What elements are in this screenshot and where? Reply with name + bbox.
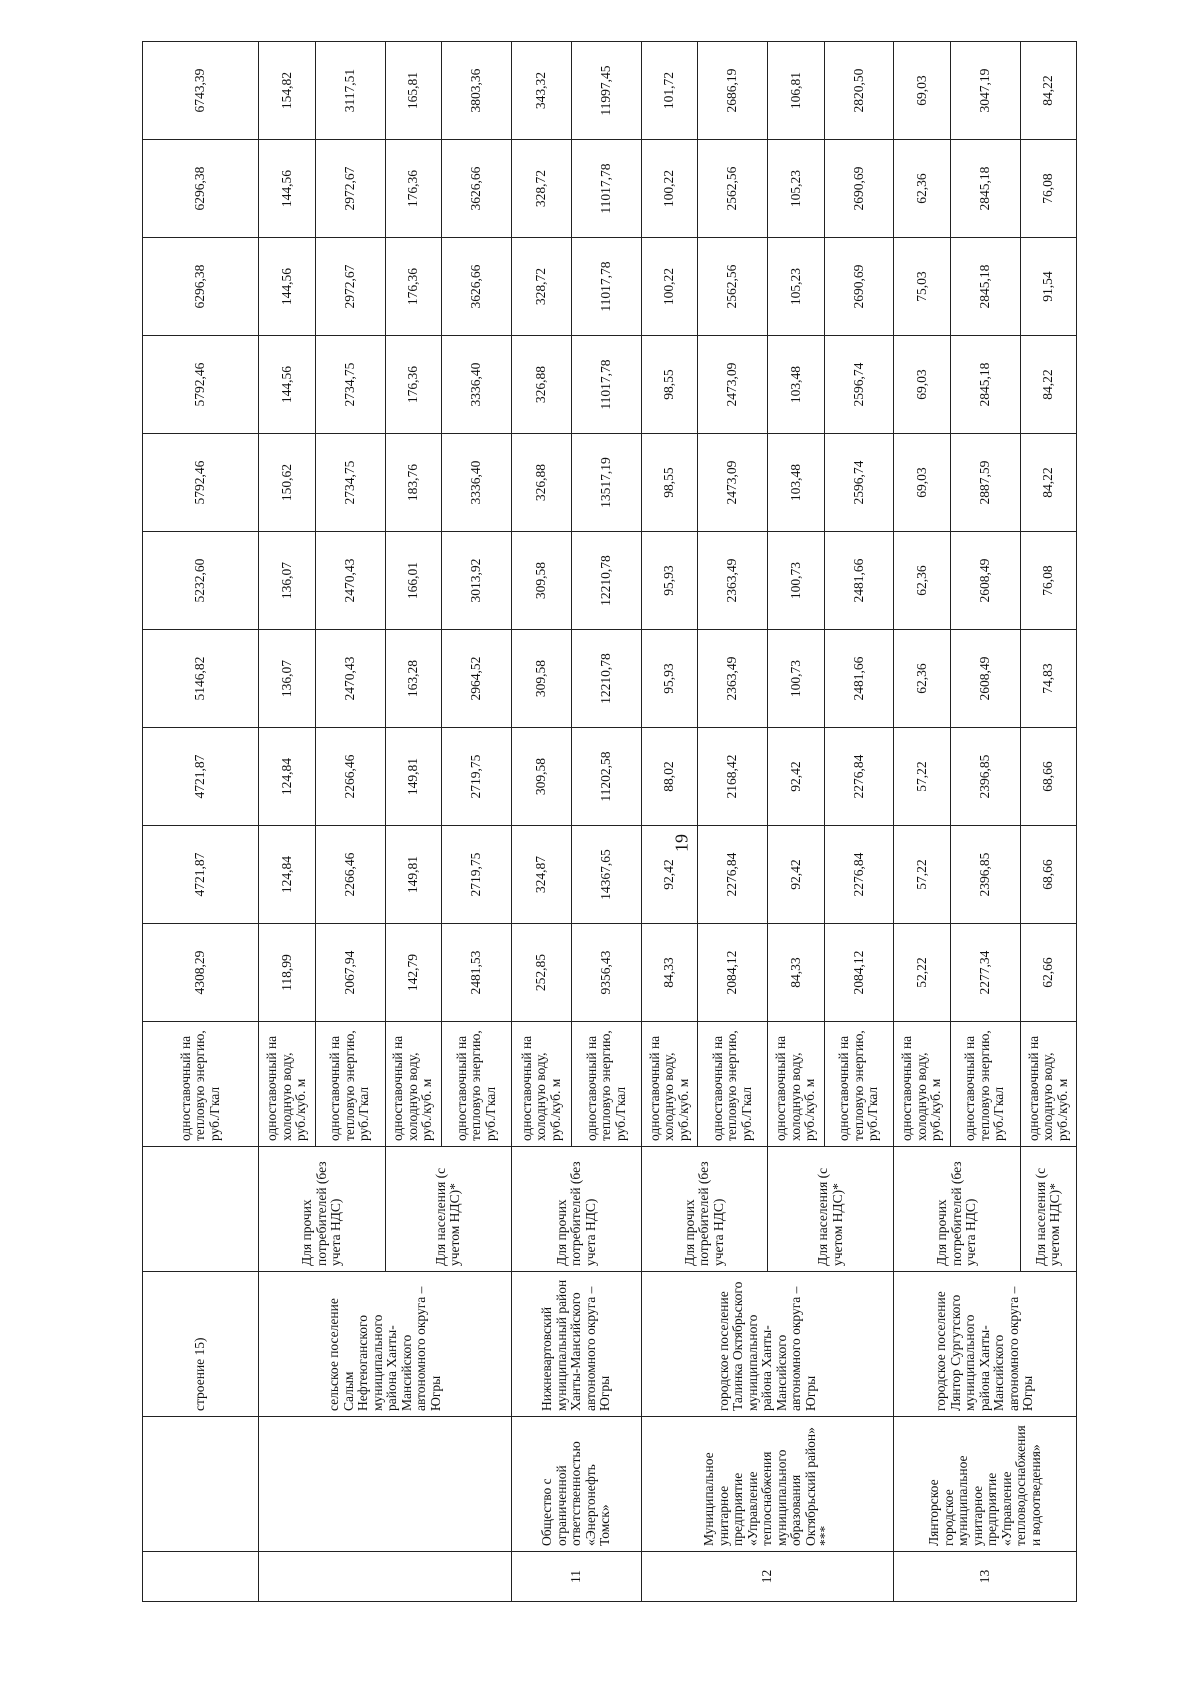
value-cell: 118,99 (259, 924, 315, 1022)
value-cell: 3336,40 (441, 336, 511, 434)
value-cell: 2562,56 (698, 140, 768, 238)
territory-cell: строение 15) (143, 1272, 259, 1417)
row-number: 13 (894, 1552, 1077, 1602)
table-row (511, 42, 571, 1602)
value-cell: 92,42 (641, 826, 697, 924)
value-cell: 101,72 (641, 42, 697, 140)
value-cell: 2168,42 (698, 728, 768, 826)
value-cell: 57,22 (894, 826, 950, 924)
value-cell: 69,03 (894, 434, 950, 532)
value-cell: 136,07 (259, 532, 315, 630)
value-cell: 69,03 (894, 336, 950, 434)
value-cell: 11202,58 (572, 728, 642, 826)
tariff-type-cell: одноставочный на тепловую энергию, руб./Гкал (824, 1022, 894, 1147)
value-cell: 84,22 (1020, 336, 1077, 434)
value-cell: 309,58 (511, 630, 571, 728)
value-cell: 98,55 (641, 434, 697, 532)
table-row (894, 42, 950, 1602)
value-cell: 52,22 (894, 924, 950, 1022)
value-cell: 3626,66 (441, 238, 511, 336)
value-cell: 2481,66 (824, 532, 894, 630)
rotated-page (142, 42, 1077, 1602)
value-cell: 92,42 (768, 826, 824, 924)
value-cell: 6296,38 (143, 140, 259, 238)
territory-cell: Нижневартовский муниципальный район Ханты-Мансийского автономного округа – Югры (511, 1272, 641, 1417)
cell-empty (259, 1417, 511, 1552)
tariff-type-cell: одноставочный на холодную воду, руб./куб. м (259, 1022, 315, 1147)
value-cell: 62,36 (894, 630, 950, 728)
value-cell: 57,22 (894, 728, 950, 826)
table-row (143, 42, 259, 1602)
value-cell: 324,87 (511, 826, 571, 924)
value-cell: 2067,94 (315, 924, 385, 1022)
value-cell: 2277,34 (950, 924, 1020, 1022)
value-cell: 144,56 (259, 238, 315, 336)
value-cell: 2608,49 (950, 532, 1020, 630)
value-cell: 2845,18 (950, 140, 1020, 238)
value-cell: 103,48 (768, 336, 824, 434)
value-cell: 2276,84 (824, 728, 894, 826)
territory-cell: городское поселение Талинка Октябрьского муниципального района Ханты-Мансийского автономного округа – Югры (641, 1272, 893, 1417)
value-cell: 11017,78 (572, 140, 642, 238)
consumer-group-cell: Для населения (с учетом НДС)* (1020, 1147, 1077, 1272)
value-cell: 2363,49 (698, 532, 768, 630)
value-cell: 309,58 (511, 728, 571, 826)
tariff-type-cell: одноставочный на тепловую энергию, руб./Гкал (441, 1022, 511, 1147)
table-row (259, 42, 315, 1602)
value-cell: 62,66 (1020, 924, 1077, 1022)
tariff-type-cell: одноставочный на холодную воду, руб./куб. м (641, 1022, 697, 1147)
value-cell: 4308,29 (143, 924, 259, 1022)
tariff-type-cell: одноставочный на холодную воду, руб./куб. м (768, 1022, 824, 1147)
value-cell: 105,23 (768, 238, 824, 336)
value-cell: 183,76 (385, 434, 441, 532)
consumer-group-cell: Для населения (с учетом НДС)* (385, 1147, 511, 1272)
value-cell: 5146,82 (143, 630, 259, 728)
value-cell: 176,36 (385, 336, 441, 434)
value-cell: 2473,09 (698, 336, 768, 434)
tariff-table (142, 41, 1077, 1602)
value-cell: 326,88 (511, 434, 571, 532)
value-cell: 105,23 (768, 140, 824, 238)
value-cell: 6743,39 (143, 42, 259, 140)
value-cell: 3047,19 (950, 42, 1020, 140)
value-cell: 2734,75 (315, 434, 385, 532)
consumer-group-cell: Для прочих потребителей (без учета НДС) (511, 1147, 641, 1272)
value-cell: 11997,45 (572, 42, 642, 140)
value-cell: 2473,09 (698, 434, 768, 532)
value-cell: 328,72 (511, 238, 571, 336)
value-cell: 69,03 (894, 42, 950, 140)
value-cell: 2887,59 (950, 434, 1020, 532)
value-cell: 2734,75 (315, 336, 385, 434)
value-cell: 2396,85 (950, 728, 1020, 826)
value-cell: 154,82 (259, 42, 315, 140)
value-cell: 84,33 (641, 924, 697, 1022)
value-cell: 176,36 (385, 238, 441, 336)
table-row (641, 42, 697, 1602)
value-cell: 4721,87 (143, 826, 259, 924)
value-cell: 2686,19 (698, 42, 768, 140)
page-number: 19 (671, 834, 692, 852)
tariff-type-cell: одноставочный на тепловую энергию, руб./Гкал (572, 1022, 642, 1147)
cell-empty (143, 1552, 259, 1602)
value-cell: 12210,78 (572, 630, 642, 728)
value-cell: 142,79 (385, 924, 441, 1022)
value-cell: 68,66 (1020, 728, 1077, 826)
value-cell: 2690,69 (824, 238, 894, 336)
value-cell: 3336,40 (441, 434, 511, 532)
value-cell: 84,22 (1020, 434, 1077, 532)
value-cell: 100,73 (768, 630, 824, 728)
value-cell: 2845,18 (950, 238, 1020, 336)
value-cell: 3117,51 (315, 42, 385, 140)
value-cell: 149,81 (385, 826, 441, 924)
tariff-type-cell: одноставочный на холодную воду, руб./куб. м (1020, 1022, 1077, 1147)
value-cell: 2596,74 (824, 434, 894, 532)
value-cell: 11017,78 (572, 238, 642, 336)
organization-name: Муниципальное унитарное предприятие «Управление теплоснабжения муниципального образования Октябрьский район» *** (641, 1417, 893, 1552)
value-cell: 5792,46 (143, 336, 259, 434)
value-cell: 75,03 (894, 238, 950, 336)
value-cell: 176,36 (385, 140, 441, 238)
value-cell: 2964,52 (441, 630, 511, 728)
value-cell: 2470,43 (315, 532, 385, 630)
value-cell: 5232,60 (143, 532, 259, 630)
value-cell: 91,54 (1020, 238, 1077, 336)
organization-name: Лянторское городское муниципальное унитарное предприятие «Управление тепловодоснабжения и водоотведения» (894, 1417, 1077, 1552)
value-cell: 2396,85 (950, 826, 1020, 924)
consumer-group-cell: Для прочих потребителей (без учета НДС) (894, 1147, 1020, 1272)
value-cell: 88,02 (641, 728, 697, 826)
value-cell: 95,93 (641, 532, 697, 630)
cell-empty (143, 1417, 259, 1552)
tariff-type-cell: одноставочный на тепловую энергию, руб./Гкал (315, 1022, 385, 1147)
value-cell: 3803,36 (441, 42, 511, 140)
value-cell: 309,58 (511, 532, 571, 630)
value-cell: 2608,49 (950, 630, 1020, 728)
value-cell: 2820,50 (824, 42, 894, 140)
value-cell: 2266,46 (315, 728, 385, 826)
value-cell: 95,93 (641, 630, 697, 728)
value-cell: 124,84 (259, 728, 315, 826)
value-cell: 98,55 (641, 336, 697, 434)
value-cell: 92,42 (768, 728, 824, 826)
tariff-type-cell: одноставочный на холодную воду, руб./куб. м (894, 1022, 950, 1147)
value-cell: 2719,75 (441, 826, 511, 924)
row-number: 11 (511, 1552, 641, 1602)
value-cell: 76,08 (1020, 140, 1077, 238)
value-cell: 9356,43 (572, 924, 642, 1022)
tariff-type-cell: одноставочный на холодную воду, руб./куб. м (385, 1022, 441, 1147)
value-cell: 3013,92 (441, 532, 511, 630)
value-cell: 74,83 (1020, 630, 1077, 728)
value-cell: 6296,38 (143, 238, 259, 336)
value-cell: 163,28 (385, 630, 441, 728)
value-cell: 103,48 (768, 434, 824, 532)
territory-cell: сельское поселение Салым Нефтеюганского муниципального района Ханты-Мансийского автономного округа – Югры (259, 1272, 511, 1417)
value-cell: 68,66 (1020, 826, 1077, 924)
value-cell: 11017,78 (572, 336, 642, 434)
value-cell: 2845,18 (950, 336, 1020, 434)
value-cell: 3626,66 (441, 140, 511, 238)
value-cell: 150,62 (259, 434, 315, 532)
consumer-group-cell: Для населения (с учетом НДС)* (768, 1147, 894, 1272)
consumer-group-cell (143, 1147, 259, 1272)
value-cell: 326,88 (511, 336, 571, 434)
tariff-type-cell: одноставочный на тепловую энергию, руб./Гкал (950, 1022, 1020, 1147)
value-cell: 106,81 (768, 42, 824, 140)
value-cell: 84,33 (768, 924, 824, 1022)
value-cell: 14367,65 (572, 826, 642, 924)
value-cell: 166,01 (385, 532, 441, 630)
value-cell: 100,22 (641, 140, 697, 238)
value-cell: 2596,74 (824, 336, 894, 434)
tariff-type-cell: одноставочный на холодную воду, руб./куб. м (511, 1022, 571, 1147)
value-cell: 2690,69 (824, 140, 894, 238)
value-cell: 62,36 (894, 532, 950, 630)
value-cell: 2719,75 (441, 728, 511, 826)
value-cell: 2470,43 (315, 630, 385, 728)
value-cell: 2266,46 (315, 826, 385, 924)
value-cell: 343,32 (511, 42, 571, 140)
value-cell: 4721,87 (143, 728, 259, 826)
tariff-type-cell: одноставочный на тепловую энергию, руб./Гкал (143, 1022, 259, 1147)
value-cell: 165,81 (385, 42, 441, 140)
value-cell: 328,72 (511, 140, 571, 238)
value-cell: 2084,12 (698, 924, 768, 1022)
value-cell: 144,56 (259, 140, 315, 238)
consumer-group-cell: Для прочих потребителей (без учета НДС) (259, 1147, 385, 1272)
value-cell: 136,07 (259, 630, 315, 728)
value-cell: 124,84 (259, 826, 315, 924)
value-cell: 2481,66 (824, 630, 894, 728)
value-cell: 2084,12 (824, 924, 894, 1022)
consumer-group-cell: Для прочих потребителей (без учета НДС) (641, 1147, 767, 1272)
cell-empty (259, 1552, 511, 1602)
value-cell: 2276,84 (824, 826, 894, 924)
organization-name: Общество с ограниченной ответственностью «Энергонефть Томск» (511, 1417, 641, 1552)
value-cell: 5792,46 (143, 434, 259, 532)
territory-cell: городское поселение Лянтор Сургутского муниципального района Ханты-Мансийского автономного округа – Югры (894, 1272, 1077, 1417)
value-cell: 144,56 (259, 336, 315, 434)
value-cell: 2481,53 (441, 924, 511, 1022)
value-cell: 84,22 (1020, 42, 1077, 140)
value-cell: 76,08 (1020, 532, 1077, 630)
value-cell: 2972,67 (315, 238, 385, 336)
value-cell: 149,81 (385, 728, 441, 826)
value-cell: 2562,56 (698, 238, 768, 336)
value-cell: 62,36 (894, 140, 950, 238)
value-cell: 12210,78 (572, 532, 642, 630)
value-cell: 2276,84 (698, 826, 768, 924)
row-number: 12 (641, 1552, 893, 1602)
value-cell: 100,22 (641, 238, 697, 336)
value-cell: 2363,49 (698, 630, 768, 728)
value-cell: 100,73 (768, 532, 824, 630)
value-cell: 252,85 (511, 924, 571, 1022)
tariff-type-cell: одноставочный на тепловую энергию, руб./Гкал (698, 1022, 768, 1147)
value-cell: 13517,19 (572, 434, 642, 532)
value-cell: 2972,67 (315, 140, 385, 238)
